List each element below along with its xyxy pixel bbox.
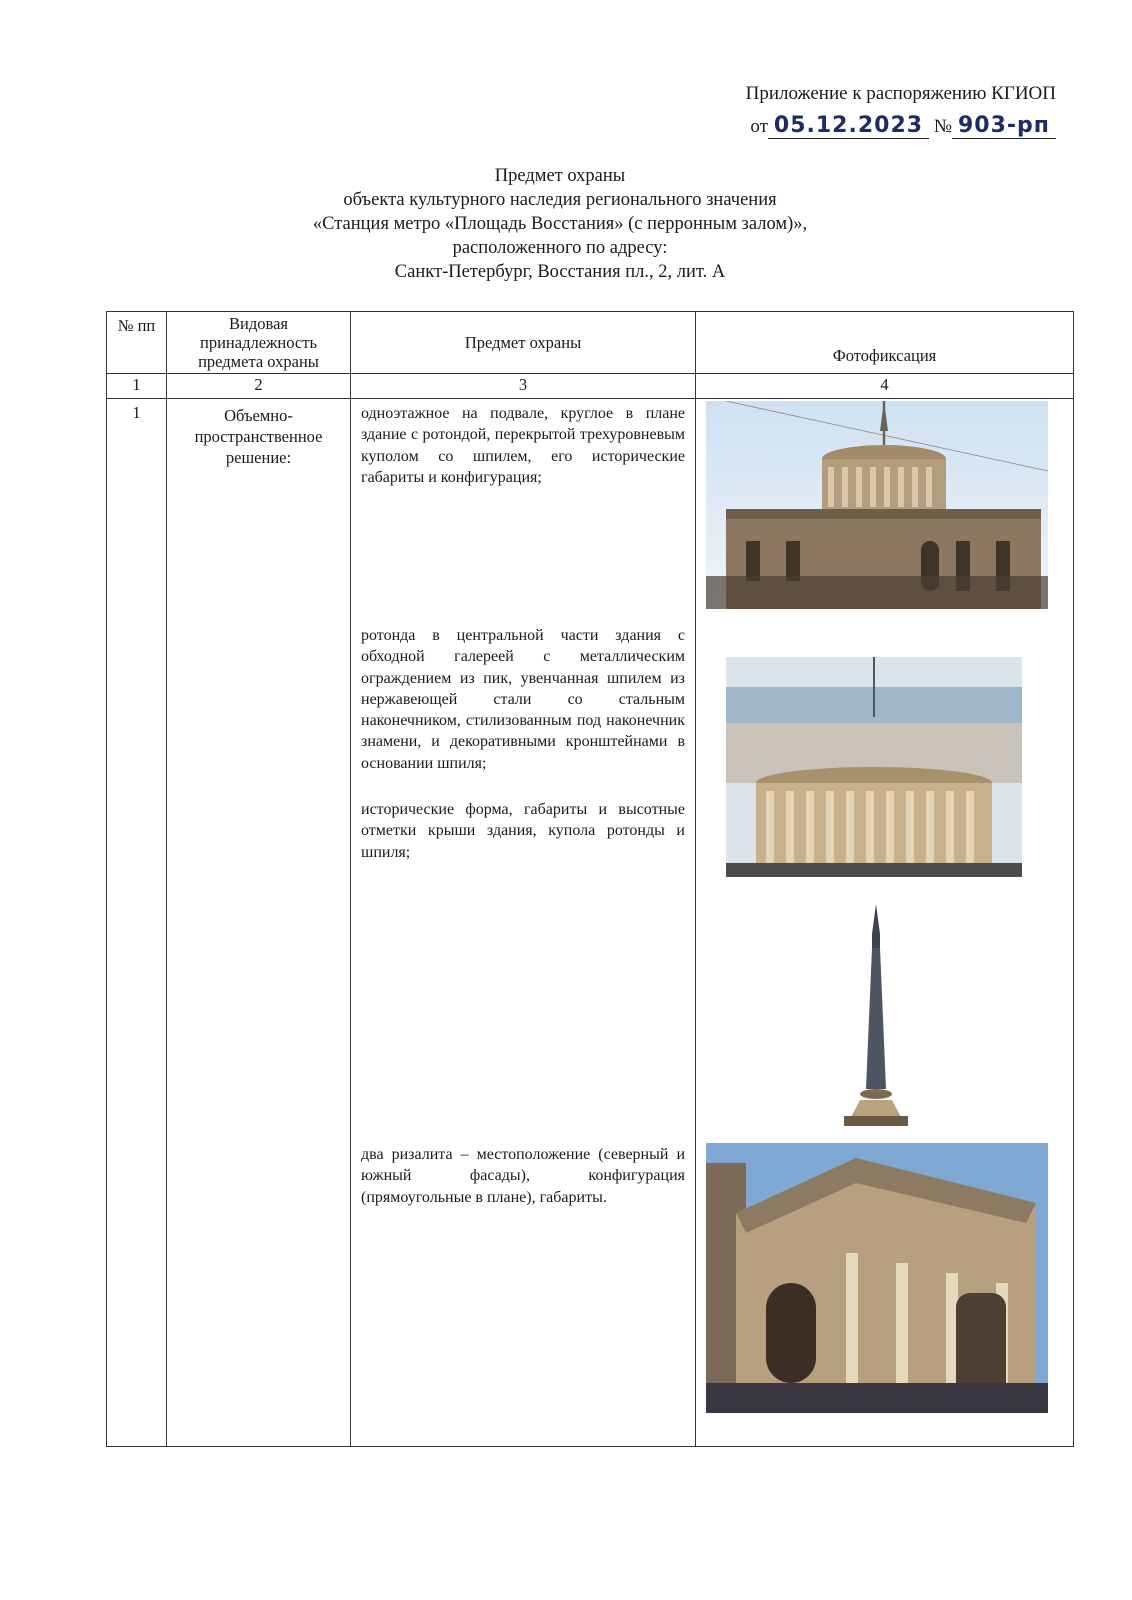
col-header-subject: Предмет охраны bbox=[351, 312, 696, 374]
row-type: Объемно-пространственное решение: bbox=[167, 399, 351, 1447]
appendix-block bbox=[746, 80, 1056, 141]
col-header-type: Видовая принадлежность предмета охраны bbox=[167, 312, 351, 374]
photo-rotunda bbox=[726, 657, 1022, 877]
protection-item: одноэтажное на подвале, круглое в плане здание с ротондой, перекрытой трехуровневым куполом со шпилем, его исторические габариты и конфигурация; bbox=[361, 405, 685, 486]
decree-date: 05.12.2023 bbox=[768, 113, 929, 139]
protection-item: два ризалита – местоположение (северный и южный фасады), конфигурация (прямоугольные в плане), габариты. bbox=[361, 1146, 685, 1206]
decree-line bbox=[746, 112, 1056, 141]
decree-number: 903-рп bbox=[952, 113, 1056, 139]
photo-risalit bbox=[706, 1143, 1048, 1413]
header-address: Санкт-Петербург, Восстания пл., 2, лит. А bbox=[394, 262, 726, 282]
number-prefix: № bbox=[933, 116, 952, 137]
protection-item: ротонда в центральной части здания с обходной галереей с металлическим ограждением из пик, увенчанная шпилем из нержавеющей стали со стальным наконечником, стилизованным под наконечник знамени, и декоративными кронштейнами в основании шпиля; bbox=[361, 627, 685, 772]
col-number: 3 bbox=[351, 374, 696, 399]
header-line-4: расположенного по адресу: bbox=[452, 238, 668, 258]
photo-spire bbox=[836, 904, 916, 1126]
table-row bbox=[107, 399, 1074, 1447]
header-title: Предмет охраны bbox=[494, 166, 626, 186]
protection-table bbox=[106, 311, 1074, 1447]
col-header-photo: Фотофиксация bbox=[696, 312, 1074, 374]
col-header-number: № пп bbox=[107, 312, 167, 374]
col-number: 4 bbox=[696, 374, 1074, 399]
date-prefix: от bbox=[750, 116, 768, 137]
row-number: 1 bbox=[107, 399, 167, 1447]
header-line-3: «Станция метро «Площадь Восстания» (с перронным залом)», bbox=[312, 214, 808, 234]
col-number: 2 bbox=[167, 374, 351, 399]
row-protection-items bbox=[351, 399, 696, 1447]
photo-station-building bbox=[706, 401, 1048, 609]
table-header-row bbox=[107, 312, 1074, 374]
col-number: 1 bbox=[107, 374, 167, 399]
document-header bbox=[240, 164, 880, 284]
appendix-title: Приложение к распоряжению КГИОП bbox=[745, 83, 1056, 104]
column-number-row bbox=[107, 374, 1074, 399]
protection-item: исторические форма, габариты и высотные отметки крыши здания, купола ротонды и шпиля; bbox=[361, 801, 685, 861]
row-photos bbox=[696, 399, 1074, 1447]
header-line-2: объекта культурного наследия регионального значения bbox=[343, 190, 777, 210]
